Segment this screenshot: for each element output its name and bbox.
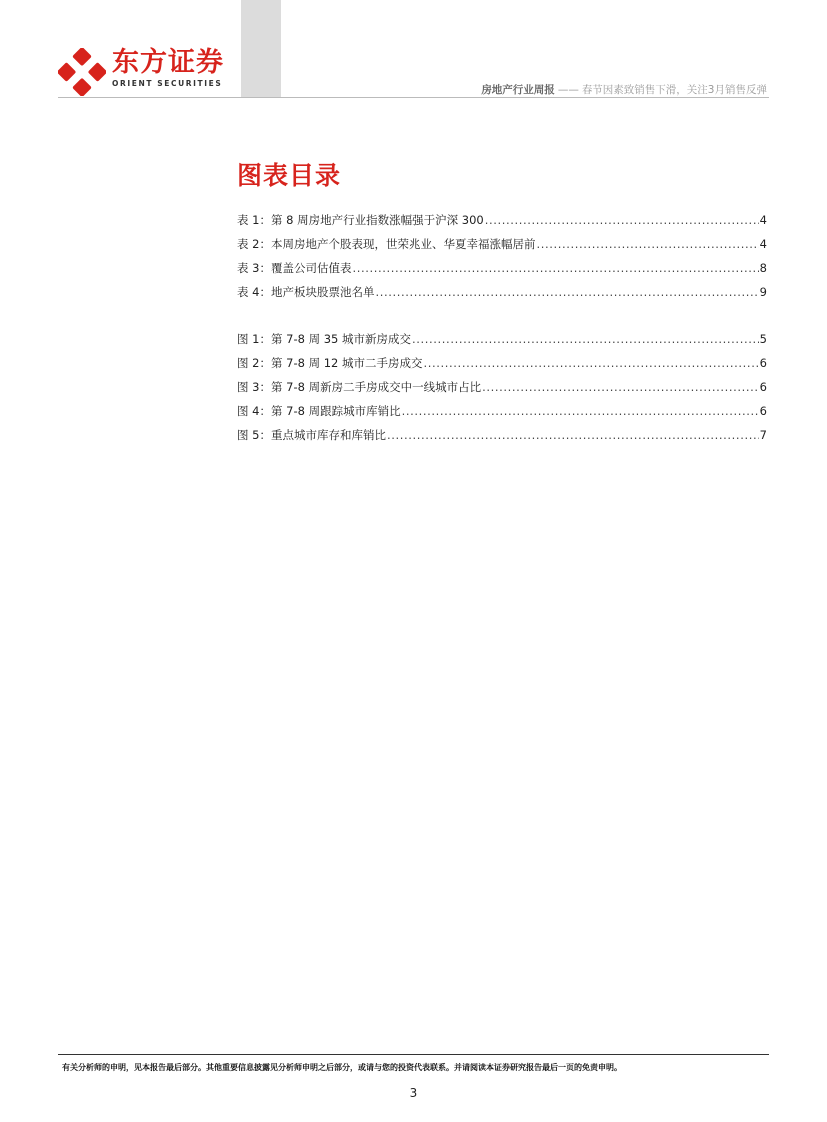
toc-entry[interactable] bbox=[237, 236, 767, 260]
toc-leader-dots bbox=[412, 332, 759, 346]
toc-entry-page: 5 bbox=[759, 332, 767, 346]
toc-tables-list bbox=[237, 212, 767, 308]
toc-entry-label: 表 1：第 8 周房地产行业指数涨幅强于沪深 300 bbox=[237, 213, 484, 227]
header-separator: —— bbox=[557, 84, 579, 96]
toc-leader-dots bbox=[402, 404, 759, 418]
toc-entry-page: 7 bbox=[759, 428, 767, 442]
brand-name-en: ORIENT SECURITIES bbox=[112, 79, 223, 88]
toc-entry-label: 图 4：第 7-8 周跟踪城市库销比 bbox=[237, 404, 401, 418]
toc-leader-dots bbox=[424, 356, 759, 370]
toc-entry[interactable] bbox=[237, 403, 767, 427]
toc-figures-list bbox=[237, 331, 767, 451]
toc-entry-page: 9 bbox=[759, 285, 767, 299]
toc-leader-dots bbox=[375, 285, 758, 299]
toc-entry-label: 图 5：重点城市库存和库销比 bbox=[237, 428, 386, 442]
toc-entry-page: 6 bbox=[759, 356, 767, 370]
toc-entry-label: 图 1：第 7-8 周 35 城市新房成交 bbox=[237, 332, 412, 346]
report-header bbox=[481, 82, 767, 97]
header-decor-bar bbox=[241, 0, 281, 97]
toc-leader-dots bbox=[482, 380, 759, 394]
orient-securities-logo-icon bbox=[58, 48, 106, 96]
toc-entry[interactable] bbox=[237, 355, 767, 379]
toc-entry[interactable] bbox=[237, 284, 767, 308]
footer-disclaimer: 有关分析师的申明，见本报告最后部分。其他重要信息披露见分析师申明之后部分，或请与您的投资代表联系。并请阅读本证券研究报告最后一页的免责申明。 bbox=[62, 1063, 622, 1072]
toc-entry-label: 表 2：本周房地产个股表现，世荣兆业、华夏幸福涨幅居前 bbox=[237, 237, 536, 251]
toc-entry-label: 表 3：覆盖公司估值表 bbox=[237, 261, 352, 275]
toc-leader-dots bbox=[352, 261, 758, 275]
toc-entry[interactable] bbox=[237, 379, 767, 403]
toc-leader-dots bbox=[485, 213, 759, 227]
toc-entry[interactable] bbox=[237, 331, 767, 355]
header-divider bbox=[58, 97, 769, 98]
report-subtitle: 春节因素致销售下滑，关注3月销售反弹 bbox=[581, 84, 767, 96]
toc-entry-label: 表 4：地产板块股票池名单 bbox=[237, 285, 375, 299]
toc-leader-dots bbox=[536, 237, 758, 251]
toc-title: 图表目录 bbox=[237, 161, 342, 190]
toc-leader-dots bbox=[387, 428, 759, 442]
toc-entry-page: 4 bbox=[759, 213, 767, 227]
toc-entry-page: 4 bbox=[759, 237, 767, 251]
company-logo bbox=[58, 48, 228, 98]
toc-entry[interactable] bbox=[237, 427, 767, 451]
toc-entry-page: 8 bbox=[759, 261, 767, 275]
brand-name-cn: 东方证券 bbox=[112, 47, 224, 78]
toc-entry[interactable] bbox=[237, 212, 767, 236]
report-type: 房地产行业周报 bbox=[481, 84, 555, 96]
toc-entry-page: 6 bbox=[759, 404, 767, 418]
toc-entry-label: 图 3：第 7-8 周新房二手房成交中一线城市占比 bbox=[237, 380, 482, 394]
toc-entry-page: 6 bbox=[759, 380, 767, 394]
page-number: 3 bbox=[409, 1086, 418, 1100]
footer-divider bbox=[58, 1054, 769, 1055]
toc-entry[interactable] bbox=[237, 260, 767, 284]
toc-entry-label: 图 2：第 7-8 周 12 城市二手房成交 bbox=[237, 356, 423, 370]
